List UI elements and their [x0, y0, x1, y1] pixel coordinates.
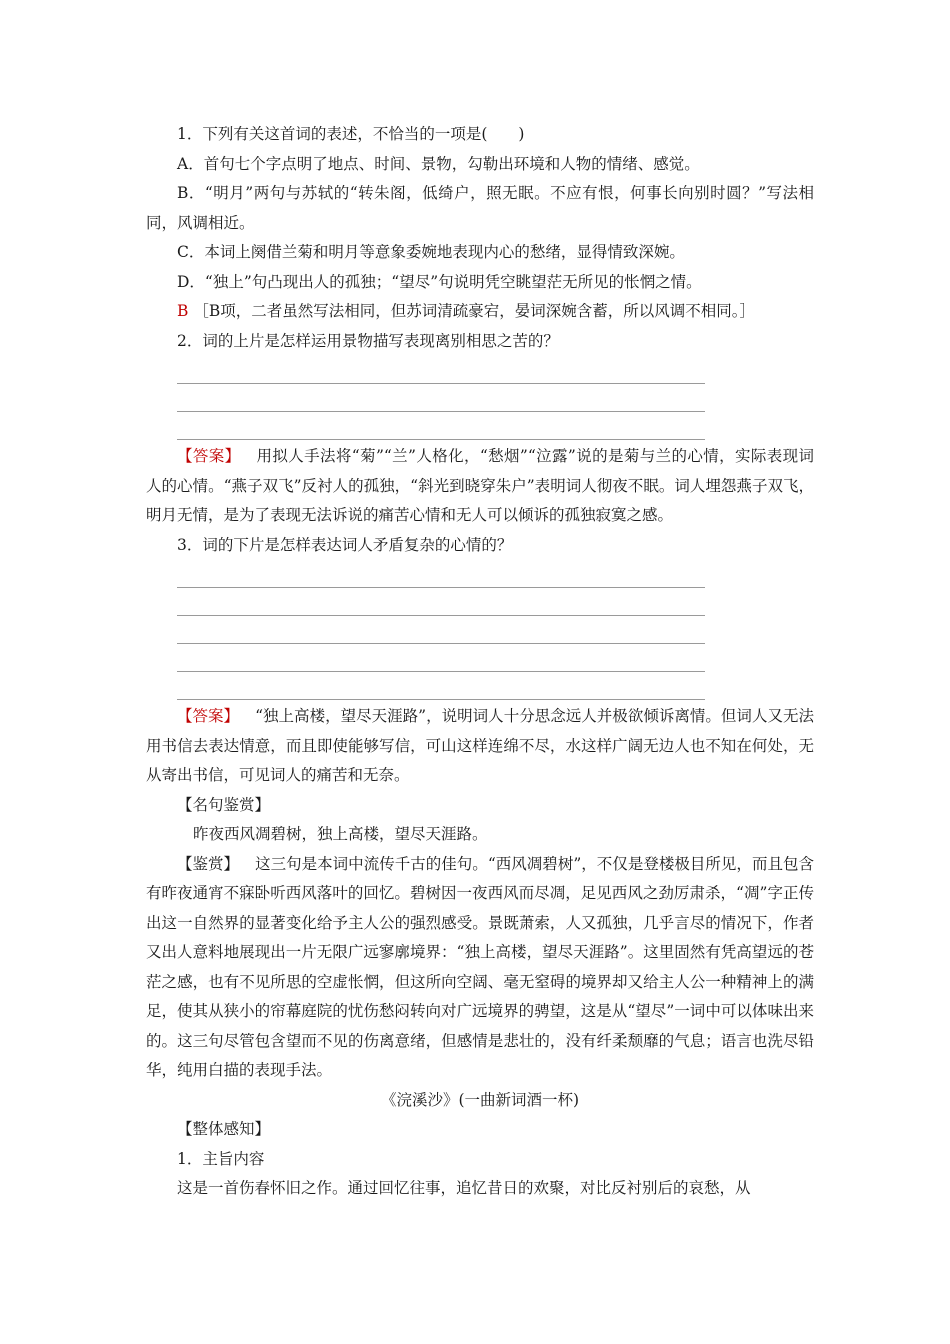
question-1-option-d: D．“独上”句凸现出人的孤独；“望尽”句说明凭空眺望茫无所见的怅惘之情。	[177, 272, 702, 291]
appreciation-text: 这三句是本词中流传千古的佳句。“西风凋碧树”，不仅是登楼极目所见，而且包含有昨夜通宵不寐卧听西风落叶的回忆。碧树因一夜西风而尽凋，足见西风之劲厉肃杀，“凋”字正传出这一自然界的显著变化给予主人公的强烈感受。景既萧索，人又孤独，几乎言尽的情况下，作者又出人意料地展现出一片无限广远寥廓境界：“独上高楼，望尽天涯路”。这里固然有凭高望远的苍茫之感，也有不见所思的空虚怅惘，但这所向空阔、毫无窒碍的境界却又给主人公一种精神上的满足，使其从狭小的帘幕庭院的忧伤愁闷转向对广远境界的骋望，这是从“望尽”一词中可以体味出来的。这三句尽管包含望而不见的伤离意绪，但感情是悲壮的，没有纤柔颓靡的气息；语言也洗尽铅华，纯用白描的表现手法。	[146, 854, 814, 1079]
question-1-option-a: A．首句七个字点明了地点、时间、景物，勾勒出环境和人物的情绪、感觉。	[177, 154, 700, 173]
answer-text: “独上高楼，望尽天涯路”，说明词人十分思念远人并极欲倾诉离情。但词人又无法用书信去表达情意，而且即使能够写信，可山这样连绵不尽，水这样广阔无边人也不知在何处，无从寄出书信，可见词人的痛苦和无奈。	[146, 707, 814, 784]
answer-letter: B	[177, 302, 189, 320]
answer-label: 【答案】	[177, 447, 241, 465]
famous-line-quote: 昨夜西风凋碧树，独上高楼，望尽天涯路。	[193, 825, 488, 843]
document-body	[146, 120, 814, 1204]
overview-heading: 【整体感知】	[177, 1120, 271, 1138]
poem-title: 《浣溪沙》(一曲新词酒一杯)	[380, 1090, 580, 1109]
question-1-option-b: B．“明月”两句与苏轼的“转朱阁，低绮户，照无眠。不应有恨，何事长向别时圆？”写法相同，风调相近。	[146, 184, 814, 232]
answer-line	[177, 560, 705, 588]
overview-subheading: 1．主旨内容	[177, 1149, 265, 1168]
answer-line	[177, 384, 705, 412]
famous-line-heading: 【名句鉴赏】	[177, 795, 271, 814]
appreciation	[146, 850, 814, 1086]
overview-text: 这是一首伤春怀旧之作。通过回忆往事，追忆昔日的欢聚，对比反衬别后的哀愁，从	[177, 1179, 751, 1197]
question-2-stem: 2．词的上片是怎样运用景物描写表现离别相思之苦的？	[177, 331, 559, 350]
answer-label: 【答案】	[177, 707, 240, 725]
answer-line	[177, 356, 705, 384]
question-3-answer	[146, 702, 814, 791]
appreciation-label: 【鉴赏】	[177, 854, 240, 873]
answer-line	[177, 412, 705, 440]
question-1-answer	[146, 297, 814, 327]
question-3-stem: 3．词的下片是怎样表达词人矛盾复杂的心情的？	[177, 535, 513, 554]
answer-line	[177, 588, 705, 616]
answer-line	[177, 672, 705, 700]
question-2-answer	[146, 442, 814, 531]
question-1-option-c: C．本词上阕借兰菊和明月等意象委婉地表现内心的愁绪，显得情致深婉。	[177, 243, 685, 261]
answer-text: 用拟人手法将“菊”“兰”人格化，“愁烟”“泣露”说的是菊与兰的心情，实际表现词人的心情。“燕子双飞”反衬人的孤独，“斜光到晓穿朱户”表明词人彻夜不眠。词人埋怨燕子双飞，明月无情，是为了表现无法诉说的痛苦心情和无人可以倾诉的孤独寂寞之感。	[146, 447, 814, 524]
answer-line	[177, 616, 705, 644]
answer-line	[177, 644, 705, 672]
answer-explanation: ［B项，二者虽然写法相同，但苏词清疏豪宕，晏词深婉含蓄，所以风调不相同。］	[193, 302, 755, 320]
question-1-stem: 1．下列有关这首词的表述，不恰当的一项是( )	[177, 125, 525, 143]
